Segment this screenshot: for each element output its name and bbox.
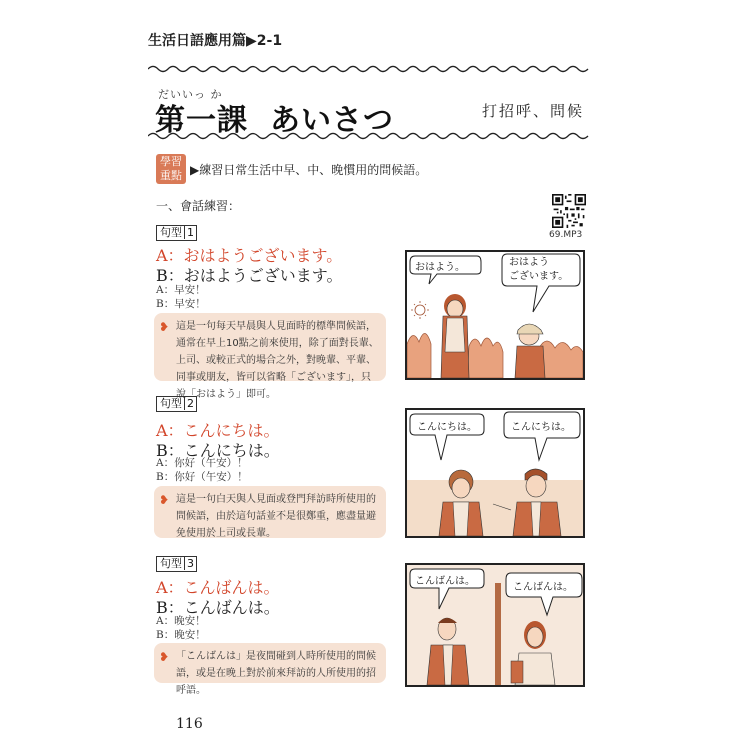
running-header: 生活日語應用篇▶2-1 (148, 33, 283, 49)
heart-icon: ❥ (159, 650, 170, 664)
pattern-tag (156, 392, 197, 412)
badge-line-2: 重點 (160, 169, 182, 182)
lesson-title (155, 95, 394, 139)
page-number: 116 (176, 716, 203, 732)
pattern-tag-number: 2 (184, 397, 194, 410)
translation-b: B：晚安！ (156, 629, 206, 641)
lesson-name: あいさつ (270, 103, 394, 138)
lesson-furigana: だいいっ か (158, 88, 223, 101)
dialogue-line-b: B：こんばんは。 (156, 598, 280, 617)
badge-line-1: 學習 (160, 155, 182, 168)
usage-note (154, 313, 386, 400)
pattern-tag-label: 句型 (160, 557, 182, 570)
speech-bubble-right: こんにちは。 (511, 422, 571, 433)
lesson-subtitle: 打招呼、問候 (481, 102, 584, 120)
section-heading: 一、會話練習： (156, 199, 241, 213)
learning-objective: ▶練習日常生活中早、中、晚慣用的問候語。 (190, 163, 428, 177)
comic-panel (405, 408, 585, 538)
translation-a: A：早安！ (156, 284, 206, 296)
pattern-tag-number: 1 (184, 226, 194, 239)
pattern-tag-label: 句型 (160, 226, 182, 239)
dialogue-line-a: A：おはようございます。 (156, 246, 343, 265)
translation-a: A：你好（午安）！ (156, 457, 248, 469)
speech-bubble-left: こんにちは。 (417, 422, 477, 433)
heart-icon: ❥ (159, 320, 170, 334)
dialogue-line-a: A：こんばんは。 (156, 578, 280, 597)
usage-note-text: 「こんばんは」是夜間碰到人時所使用的問候語，或是在晚上對於前來拜訪的人所使用的招呼語。 (176, 651, 376, 696)
speech-bubble-left: こんばんは。 (415, 576, 475, 587)
usage-note-text: 這是一句每天早晨與人見面時的標準問候語，通常在早上10點之前來使用，除了面對長輩、上司、或較正式的場合之外，對晚輩、平輩、同事或朋友，皆可以省略「ございます」，只說「おはよう」即可。 (176, 321, 379, 400)
comic-panel (405, 563, 585, 687)
usage-note (154, 643, 386, 696)
pattern-tag (156, 552, 197, 572)
speech-bubble-right: おはよう ございます。 (509, 257, 569, 282)
speech-bubble-left: おはよう。 (415, 262, 465, 273)
lesson-number: 第一課 (155, 103, 248, 138)
translation-b: B：你好（午安）！ (156, 471, 248, 483)
audio-file-label: 69.MP3 (549, 230, 583, 240)
dialogue-line-a: A：こんにちは。 (156, 421, 280, 440)
qr-code-icon[interactable] (552, 194, 586, 228)
learning-focus-badge (156, 154, 186, 184)
comic-panel (405, 250, 585, 380)
translation-b: B：早安！ (156, 298, 206, 310)
heart-icon: ❥ (159, 493, 170, 507)
top-wavy-rule (148, 64, 590, 74)
dialogue-line-b: B：おはようございます。 (156, 266, 343, 285)
dialogue-line-b: B：こんにちは。 (156, 441, 280, 460)
speech-bubble-right: こんばんは。 (513, 582, 573, 593)
pattern-tag (156, 221, 197, 241)
usage-note (154, 486, 386, 538)
usage-note-text: 這是一句白天與人見面或登門拜訪時所使用的問候語，由於這句話並不是很鄭重，應盡量避免使用於上司或長輩。 (176, 494, 376, 539)
pattern-tag-label: 句型 (160, 397, 182, 410)
translation-a: A：晚安！ (156, 615, 206, 627)
pattern-tag-number: 3 (184, 557, 194, 570)
